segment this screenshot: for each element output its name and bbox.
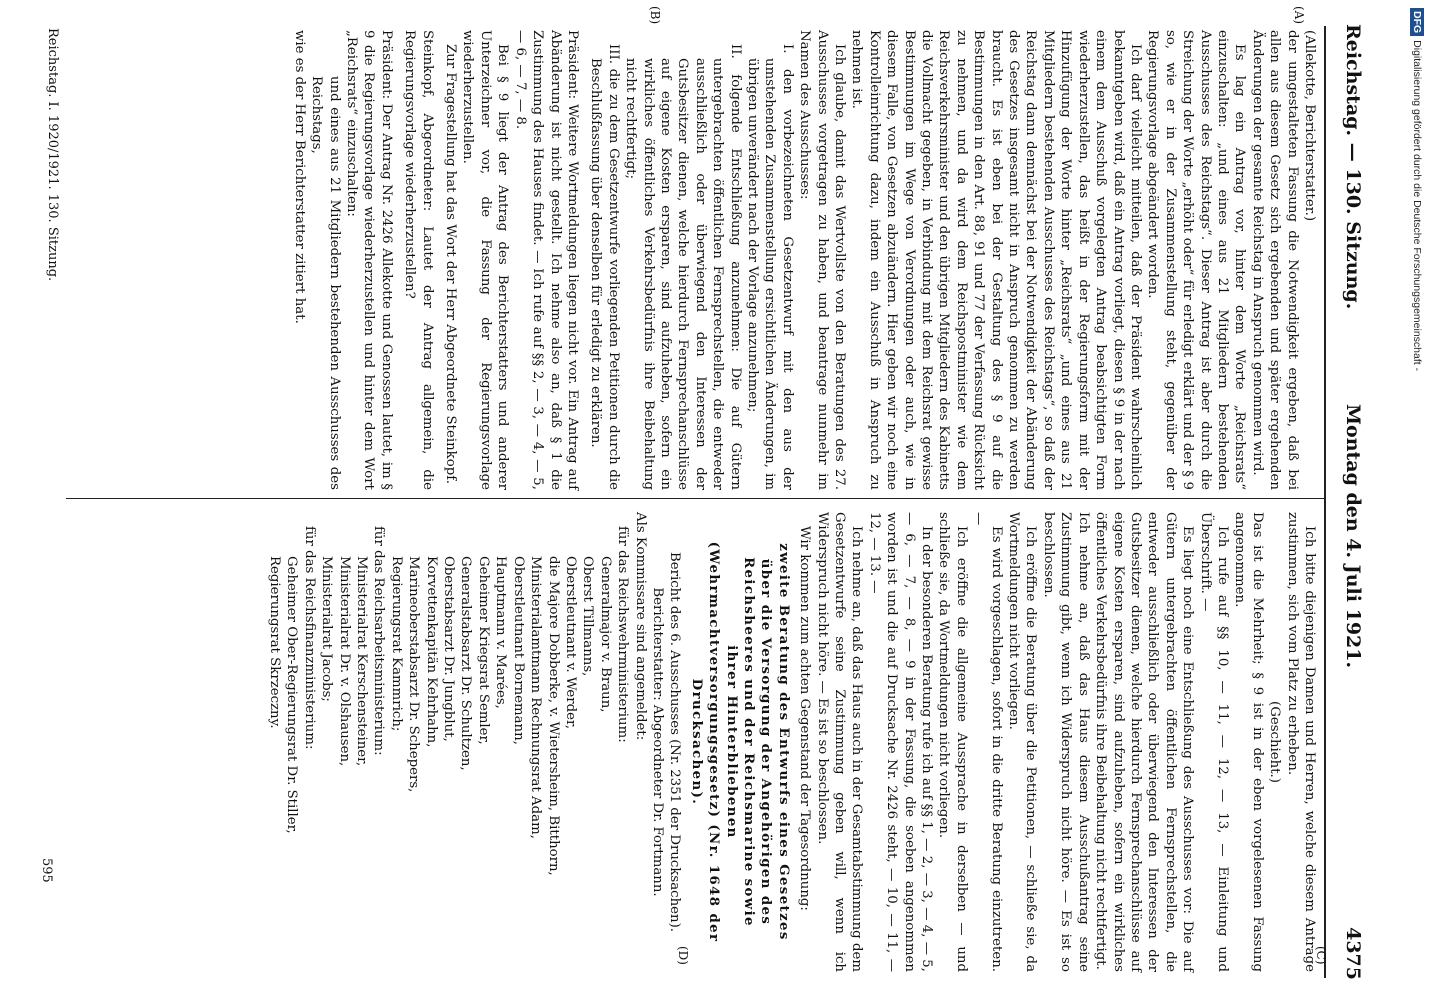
- motion-item: II. folgende Entschließung anzunehmen: Die auf Gütern untergebrachten öffentlichen Fernsprechstellen, die entweder ausschließlich oder überwiegend den Interessen der Gutsbesitzer dienen, welche hierdurch Fernsprechanschlüsse auf eigene Kosten ersparen, sind aufzuheben, sofern ein wirkliches öffentliches Verkehrsbedürfnis ihre Beibehaltung nicht rechtfertigt;: [623, 44, 743, 490]
- commissioner-name: Generalmajor v. Braun,: [597, 556, 613, 713]
- paragraph: Es lag ein Antrag vor, hinter dem Worte „Reichsrats“ einzuschalten: „und eines aus 21 Mitgliedern bestehenden Ausschusses des Reichstags“. Dieser Antrag ist aber durch die Streichung der Worte „erhöht oder“ für erledigt erklärt und der § 9 so, wie er in der Zusammenstellung steht, gegenüber der Regierungsvorlage abgeändert worden.: [1145, 30, 1248, 490]
- paragraph: Ich eröffne die allgemeine Aussprache in derselben — und schließe sie, da Wortmeldungen nicht vorliegen.: [936, 512, 969, 972]
- header-left: Reichstag. — 130. Sitzung.: [1342, 24, 1364, 310]
- president-statement: Präsident: Der Antrag Nr. 2426 Allekotte und Genossen lautet, im § 9 die Regierungsvorlage wiederherzustellen und hinter dem Wort „Reichsrats“ einzuschalten:: [344, 30, 394, 490]
- header-page-number: 4375: [1342, 927, 1364, 980]
- paragraph: Ich nehme an, daß das Haus diesem Ausschußantrag seine Zustimmung gibt, wenn ich Widerspruch nicht höre. — Es ist so beschlossen.: [1040, 512, 1091, 972]
- commissioner-name: Generalstabsarzt Dr. Schultzen,: [458, 556, 474, 771]
- paragraph: Ich glaube, damit das Wertvollste von den Beratungen des 27. Ausschusses vorgetragen zu haben, und beantrage nunmehr im Namen des Ausschusses:: [797, 30, 848, 490]
- commissioner-name: Regierungsrat Kammrich;: [388, 556, 404, 732]
- paragraph: Bei § 9 liegt der Antrag des Berichterstatters und anderer Unterzeichner vor, die Fassung der Regierungsvorlage wiederherzustellen.: [460, 30, 511, 490]
- commissioner-name: Ministerialrat Dr. v. Olshausen,: [336, 556, 352, 767]
- paragraph: Es wird vorgeschlagen, sofort in die dritte Beratung einzutreten. —: [971, 512, 1004, 972]
- page-header: [1330, 24, 1364, 980]
- commissioner-name: Ministerialamtmann Rechnungsrat Adam,: [528, 556, 544, 839]
- commissioner-list: [266, 512, 632, 972]
- paragraph: Ich eröffne die Beratung über die Petitionen, — schließe sie, da Wortmeldungen nicht vorliegen.: [1006, 512, 1039, 972]
- commissioner-name: Oberstleutnant v. Werder,: [562, 556, 578, 730]
- speaker-tag: (Allekotte, Berichterstatter.): [1302, 30, 1317, 222]
- motion-item: I. den vorbezeichneten Gesetzentwurf mit den aus der umstehenden Zusammenstellung ersichtlichen Änderungen, im übrigen unverändert nach der Vorlage anzunehmen;: [745, 44, 795, 490]
- ministry-heading: für das Reichswehrministerium:: [615, 526, 631, 743]
- speaker-statement: Steinkopf, Abgeordneter: Lautet der Antrag allgemein, die Regierungsvorlage wiederherzustellen?: [402, 30, 435, 490]
- commissioner-name: Oberst Tillmanns,: [580, 556, 596, 677]
- margin-mark-c: (C): [1314, 946, 1328, 965]
- column-divider: [66, 498, 1326, 499]
- commissioner-name: Geheimer Kriegsrat Semler,: [475, 556, 491, 745]
- paragraph: Ich bitte diejenigen Damen und Herren, welche diesem Antrage zustimmen, sich vom Platz zu erheben.: [1284, 512, 1317, 972]
- rapporteur: Berichterstatter: Abgeordneter Dr. Fortmann.: [649, 587, 665, 897]
- quoted-insert: und eines aus 21 Mitgliedern bestehenden Ausschusses des Reichstags,: [309, 76, 342, 490]
- paragraph: wie es der Herr Berichterstatter zitiert hat.: [291, 30, 307, 324]
- paragraph: Wir kommen zum achten Gegenstand der Tagesordnung:: [797, 526, 813, 911]
- right-column: [266, 512, 1318, 972]
- report-reference: Bericht des 6. Ausschusses (Nr. 2351 der Drucksachen).: [667, 551, 683, 933]
- paragraph: Ich nehme an, daß das Haus auch in der Gesamtabstimmung dem Gesetzentwurfe seine Zustimmung geben will, wenn ich Widerspruch nicht höre. — Es ist so beschlossen.: [814, 512, 865, 972]
- commissioner-name: Korvettenkapitän Kehrhahn,: [423, 556, 439, 748]
- ministry-heading: für das Reichsarbeitsministerium:: [371, 526, 387, 756]
- commissioner-name: Regierungsrat Skrzeczny.: [267, 556, 283, 729]
- commissioner-name: Geheimer Ober-Regierungsrat Dr. Stiller,: [284, 556, 300, 834]
- agenda-item-title: zweite Beratung des Entwurfs eines Gesetzes über die Versorgung der Angehörigen des Reichsheeres und der Reichsmarine sowie ihrer Hinterbliebenen (Wehrmachtversorgungsgesetz) (Nr. 1648 der Drucksachen).: [688, 541, 791, 943]
- stage-direction: (Geschieht.): [1267, 701, 1283, 783]
- paragraph: In der besonderen Beratung rufe ich auf §§ 1, — 2, — 3, — 4, — 5, — 6, — 7, — 8, — 9 in der Fassung, die soeben angenommen worden ist und die auf Drucksache Nr. 2426 steht, — 10, — 11, — 12, — 13. —: [866, 512, 935, 972]
- commissioner-name: die Majore Dobberke, v. Wietersheim, Bitthorn,: [545, 556, 561, 876]
- ministry-heading: für das Reichsfinanzministerium:: [301, 526, 317, 750]
- paragraph: Das ist die Mehrheit; § 9 ist in der eben vorgelesenen Fassung angenommen.: [1232, 512, 1265, 972]
- paragraph: Ich rufe auf §§ 10, — 11, — 12, — 13, — Einleitung und Überschrift. —: [1197, 512, 1230, 972]
- header-rule: [1324, 26, 1326, 978]
- margin-mark-b: (B): [648, 6, 662, 25]
- commissioner-name: Marineoberstabsarzt Dr. Schepers,: [406, 556, 422, 793]
- commissioners-heading: Als Kommissare sind angemeldet:: [632, 512, 648, 741]
- commissioner-name: Ministerialrat Kerschensteiner,: [354, 556, 370, 767]
- commissioner-name: Ministerialrat Jacobs;: [319, 556, 335, 702]
- margin-mark-d: (D): [676, 946, 690, 965]
- paragraph: Ich darf vielleicht mitteilen, daß der Präsident wahrscheinlich bekanntgeben wird, daß ein Antrag vorliegt, diesen § 9 in der nach einem dem Ausschuß vorgelegten Antrag beabsichtigten Form wiederherzustellen, das heißt in der Regierungsform mit der Hinzufügung der Worte hinter „Reichsrats“ „und eines aus 21 Mitgliedern bestehenden Ausschusses des Reichstags“, so daß der Reichstag dann demnächst bei der Notwendigkeit der Abänderung des Gesetzes insgesamt nicht in Anspruch genommen zu werden braucht. Es ist eben bei der Gestaltung des § 9 auf die Bestimmungen in den Art. 88, 91 und 77 der Verfassung Rücksicht zu nehmen, und da wird dem Reichspostminister wie dem Reichsverkehrsminister und den übrigen Mitgliedern des Kabinetts die Vollmacht gegeben, in Verbindung mit dem Reichsrat gewisse Bestimmungen im Wege von Verordnungen oder auch, wie in diesem Falle, von Gesetzen abzuändern. Hier geben wir noch eine Kontrolleinrichtung dazu, indem ein Ausschuß in Anspruch zu nehmen ist.: [849, 30, 1143, 490]
- header-center: Montag den 4. Juli 1921.: [1342, 404, 1364, 669]
- watermark-text: Digitalisierung gefördert durch die Deutsche Forschungsgemeinschaft -: [1411, 40, 1423, 372]
- dfg-logo: DFG: [1410, 8, 1424, 36]
- footer-page-code: 595: [39, 858, 54, 883]
- commissioner-name: Hauptmann v. Marées,: [493, 556, 509, 709]
- commissioner-name: Oberstleutnant Bornemann,: [510, 556, 526, 745]
- dfg-watermark: [1404, 8, 1430, 628]
- paragraph: der umgestalteten Fassung die Notwendigkeit ergeben, daß bei allen aus diesem Gesetz sich ergebenden und später ergehenden Änderungen der gesamte Reichstag in Anspruch genommen wird.: [1249, 30, 1300, 490]
- president-statement: Präsident: Weitere Wortmeldungen liegen nicht vor. Ein Antrag auf Abänderung ist nicht gestellt. Ich nehme also an, daß § 1 die Zustimmung des Hauses findet. — Ich rufe auf §§ 2, — 3, — 4, — 5, — 6, — 7, — 8.: [512, 30, 580, 490]
- paragraph: Zur Fragestellung hat das Wort der Herr Abgeordnete Steinkopf.: [443, 44, 459, 484]
- motion-item: III. die zu dem Gesetzentwurfe vorliegenden Petitionen durch die Beschlußfassung über denselben für erledigt zu erklären.: [588, 44, 621, 490]
- margin-mark-a: (A): [1292, 6, 1306, 25]
- watermark-strip: [1404, 8, 1430, 628]
- paragraph: Es liegt noch eine Entschließung des Ausschusses vor: Die auf Gütern untergebrachten öffentlichen Fernsprechstellen, die entweder ausschließlich oder überwiegend den Interessen der Gutsbesitzer dienen, welche hierdurch Fernsprechanschlüsse auf eigene Kosten ersparen, sind aufzuheben, sofern ein wirkliches öffentliches Verkehrsbedürfnis ihre Beibehaltung nicht rechtfertigt.: [1093, 512, 1196, 972]
- left-column: [290, 30, 1318, 490]
- commissioner-name: Oberstabsarzt Dr. Jungblut,: [441, 556, 457, 742]
- footer-text: Reichstag. I. 1920/1921. 130. Sitzung.: [45, 28, 60, 282]
